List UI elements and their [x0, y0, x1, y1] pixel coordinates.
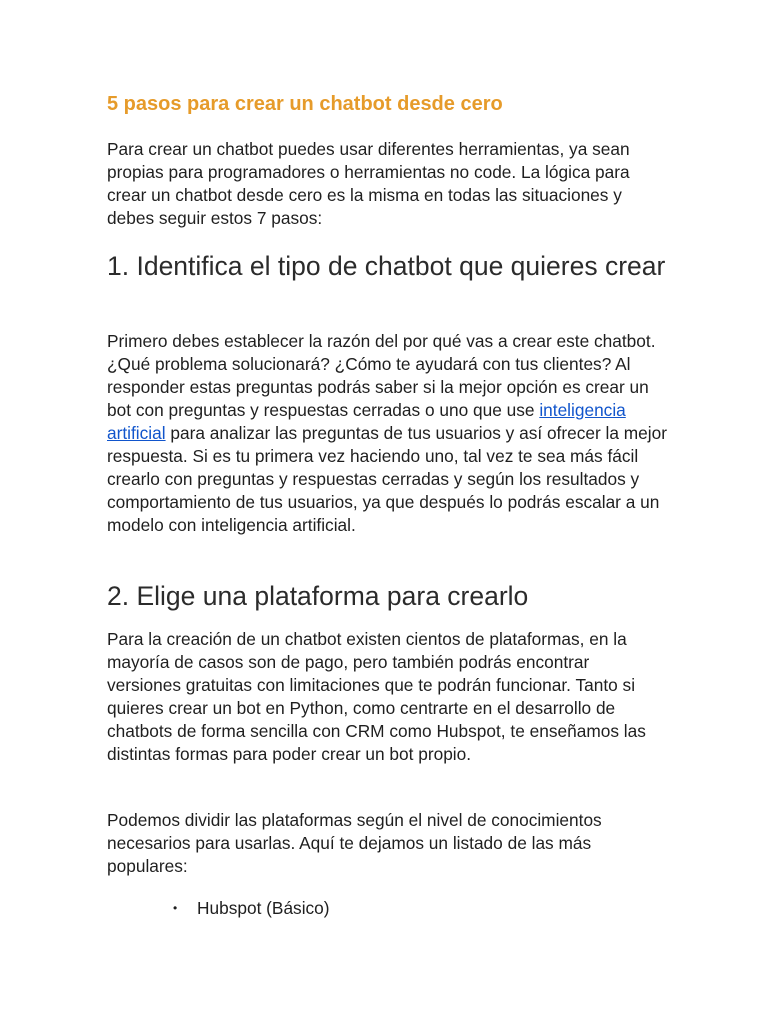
list-item	[107, 897, 330, 920]
section-1-text-after-link: para analizar las preguntas de tus usuarios y así ofrecer la mejor respuesta. Si es tu primera vez haciendo uno, tal vez te sea más fácil crearlo con preguntas y respuestas cerradas y según los resultados y comportamiento de tus usuarios, ya que después lo podrás escalar a un modelo con inteligencia artificial.	[107, 423, 667, 535]
section-2-heading: 2. Elige una plataforma para crearlo	[107, 581, 529, 611]
section-2-paragraph-2: Podemos dividir las plataformas según el nivel de conocimientos necesarios para usarlas. Aquí te dejamos un listado de las más populares:	[107, 810, 602, 876]
section-1-paragraph	[107, 330, 667, 537]
article-title: 5 pasos para crear un chatbot desde cero	[107, 93, 503, 115]
section-1-text-before-link: Primero debes establecer la razón del por qué vas a crear este chatbot. ¿Qué problema solucionará? ¿Cómo te ayudará con tus clientes? Al responder estas preguntas podrás saber si la mejor opción es crear un bot con preguntas y respuestas cerradas o uno que use	[107, 331, 656, 420]
bullet-icon: •	[173, 901, 178, 915]
section-1-heading: 1. Identifica el tipo de chatbot que quieres crear	[107, 251, 666, 281]
list-item-label: Hubspot (Básico)	[197, 898, 330, 918]
platform-list	[107, 897, 330, 920]
section-2-paragraph-1: Para la creación de un chatbot existen cientos de plataformas, en la mayoría de casos son de pago, pero también podrás encontrar versiones gratuitas con limitaciones que te podrán funcionar. Tanto si quieres crear un bot en Python, como centrarte en el desarrollo de chatbots de forma sencilla con CRM como Hubspot, te enseñamos las distintas formas para poder crear un bot propio.	[107, 629, 646, 764]
intro-paragraph: Para crear un chatbot puedes usar diferentes herramientas, ya sean propias para programadores o herramientas no code. La lógica para crear un chatbot desde cero es la misma en todas las situaciones y debes seguir estos 7 pasos:	[107, 139, 630, 228]
ai-link[interactable]: inteligencia artificial	[107, 400, 626, 443]
